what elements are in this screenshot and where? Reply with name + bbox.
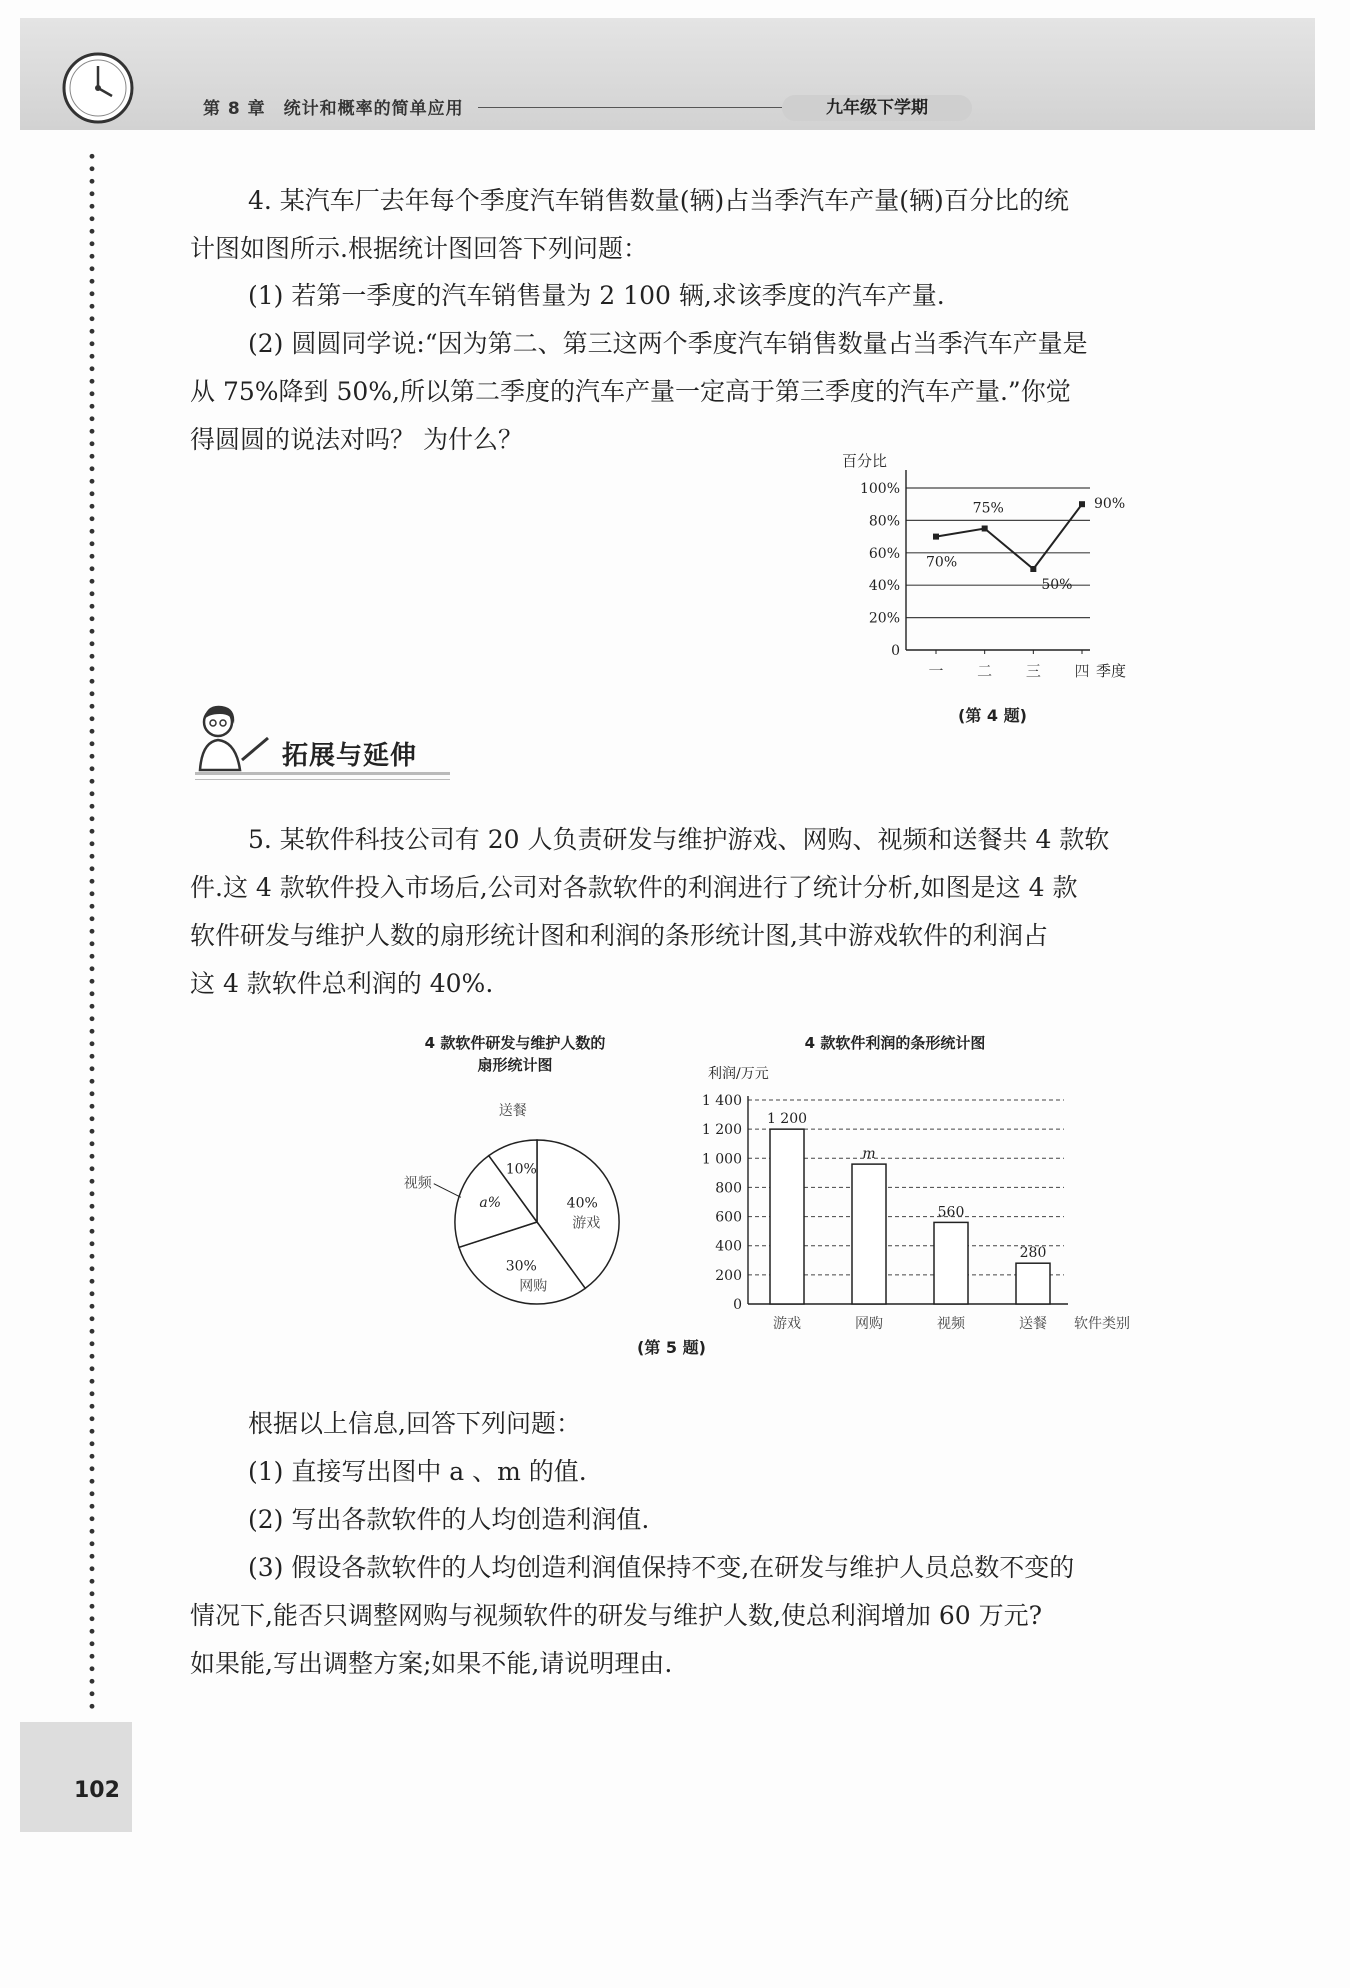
pie-percent-label: 30% bbox=[505, 1258, 537, 1275]
line-chart bbox=[830, 440, 1160, 685]
problem5-line4: 这 4 款软件总利润的 40%. bbox=[190, 969, 494, 998]
bar bbox=[1016, 1263, 1050, 1304]
problem4-line1: 4. 某汽车厂去年每个季度汽车销售数量(辆)占当季汽车产量(辆)百分比的统 bbox=[248, 186, 1069, 215]
bar-title: 4 款软件利润的条形统计图 bbox=[804, 1034, 986, 1052]
x-tick-label: 游戏 bbox=[773, 1316, 801, 1332]
problem4-q1: (1) 若第一季度的汽车销售量为 2 100 辆,求该季度的汽车产量. bbox=[248, 281, 945, 310]
x-tick-label: 网购 bbox=[855, 1316, 883, 1332]
problem4-text bbox=[190, 177, 1175, 273]
x-tick-label: 四 bbox=[1074, 662, 1090, 680]
page-number-tab bbox=[20, 1722, 132, 1832]
bar-value-label: m bbox=[862, 1146, 876, 1163]
y-tick-label: 20% bbox=[868, 610, 900, 627]
y-tick-label: 1 000 bbox=[701, 1151, 742, 1168]
problem5-q3-line2: 情况下,能否只调整网购与视频软件的研发与维护人数,使总利润增加 60 万元? bbox=[190, 1601, 1043, 1630]
y-tick-label: 60% bbox=[868, 545, 900, 562]
pie-category-label: 网购 bbox=[519, 1278, 548, 1295]
problem5-q2: (2) 写出各款软件的人均创造利润值. bbox=[248, 1505, 650, 1534]
data-label: 70% bbox=[926, 554, 958, 571]
y-tick-label: 200 bbox=[715, 1267, 742, 1284]
data-point bbox=[933, 534, 939, 540]
data-point bbox=[1079, 501, 1085, 507]
y-tick-label: 0 bbox=[891, 643, 900, 659]
y-tick-label: 100% bbox=[859, 481, 900, 497]
x-axis-label: 季度 bbox=[1096, 662, 1127, 680]
bar bbox=[934, 1222, 968, 1304]
pie-category-label: 游戏 bbox=[572, 1215, 601, 1232]
data-point bbox=[1030, 566, 1036, 572]
problem5-caption: (第 5 题) bbox=[637, 1338, 706, 1357]
chapter-number: 第 8 章 bbox=[203, 99, 266, 119]
chapter-heading bbox=[203, 94, 464, 119]
problem5-q3-line1: (3) 假设各款软件的人均创造利润值保持不变,在研发与维护人员总数不变的 bbox=[248, 1553, 1075, 1582]
y-tick-label: 600 bbox=[715, 1209, 742, 1226]
pie-title-line1: 4 款软件研发与维护人数的 bbox=[424, 1034, 606, 1052]
grade-tab: 九年级下学期 bbox=[782, 95, 972, 121]
pie-category-label: 视频 bbox=[403, 1175, 432, 1192]
problem4-line2: 计图如图所示.根据统计图回答下列问题： bbox=[190, 234, 648, 263]
problem5-line3: 软件研发与维护人数的扇形统计图和利润的条形统计图,其中游戏软件的利润占 bbox=[190, 921, 1048, 950]
bar-chart bbox=[700, 1032, 1160, 1342]
y-tick-label: 800 bbox=[715, 1180, 742, 1197]
pie-category-label: 送餐 bbox=[498, 1102, 527, 1119]
bar-value-label: 560 bbox=[937, 1204, 965, 1221]
y-tick-label: 400 bbox=[715, 1238, 742, 1255]
problem4-q2-line3: 得圆圆的说法对吗？ 为什么？ bbox=[190, 425, 523, 454]
bar-value-label: 280 bbox=[1019, 1245, 1047, 1262]
bar-value-label: 1 200 bbox=[766, 1111, 808, 1128]
y-tick-label: 1 200 bbox=[701, 1122, 742, 1139]
series-line bbox=[936, 504, 1082, 569]
pie-leader-line bbox=[434, 1184, 461, 1198]
pie-chart bbox=[395, 1032, 645, 1312]
problem5-intro: 根据以上信息,回答下列问题： bbox=[248, 1409, 581, 1438]
x-tick-label: 一 bbox=[928, 662, 944, 680]
chapter-title: 统计和概率的简单应用 bbox=[283, 99, 464, 119]
data-point bbox=[982, 526, 988, 532]
problem4-caption: (第 4 题) bbox=[958, 706, 1027, 725]
x-tick-label: 二 bbox=[977, 662, 993, 680]
pie-percent-label: 40% bbox=[566, 1195, 598, 1212]
pie-title-line2: 扇形统计图 bbox=[477, 1056, 553, 1074]
problem5-q3-line3: 如果能,写出调整方案;如果不能,请说明理由. bbox=[190, 1649, 673, 1678]
problem5-text bbox=[190, 816, 1175, 1008]
y-axis-label: 利润/万元 bbox=[708, 1066, 769, 1082]
pie-percent-label: 10% bbox=[505, 1161, 537, 1178]
y-tick-label: 40% bbox=[868, 578, 900, 595]
extension-title: 拓展与延伸 bbox=[282, 741, 418, 771]
problem5-line2: 件.这 4 款软件投入市场后,公司对各款软件的利润进行了统计分析,如图是这 4 款 bbox=[190, 873, 1078, 902]
x-axis-label: 软件类别 bbox=[1074, 1316, 1130, 1332]
clock-icon bbox=[60, 50, 136, 126]
page-number: 102 bbox=[74, 1778, 120, 1803]
y-tick-label: 0 bbox=[733, 1297, 742, 1313]
x-tick-label: 视频 bbox=[937, 1316, 965, 1332]
problem5-q1: (1) 直接写出图中 a 、m 的值. bbox=[248, 1457, 587, 1486]
y-tick-label: 80% bbox=[868, 513, 900, 530]
problem5-q3 bbox=[190, 1544, 1175, 1688]
data-label: 75% bbox=[972, 500, 1004, 517]
extension-underline-thin bbox=[195, 779, 450, 780]
header-divider bbox=[478, 107, 782, 108]
x-tick-label: 三 bbox=[1025, 662, 1041, 680]
problem4-q2-line2: 从 75%降到 50%,所以第二季度的汽车产量一定高于第三季度的汽车产量.”你觉 bbox=[190, 377, 1071, 406]
problem4-q2-line1: (2) 圆圆同学说:“因为第二、第三这两个季度汽车销售数量占当季汽车产量是 bbox=[248, 329, 1088, 358]
bar bbox=[852, 1164, 886, 1304]
pie-percent-label: a% bbox=[479, 1194, 502, 1211]
extension-underline bbox=[195, 772, 450, 775]
y-tick-label: 1 400 bbox=[701, 1093, 742, 1109]
x-tick-label: 送餐 bbox=[1019, 1316, 1047, 1332]
dotted-margin bbox=[89, 150, 95, 1710]
teacher-icon bbox=[192, 702, 272, 774]
data-label: 50% bbox=[1041, 577, 1073, 593]
y-axis-label: 百分比 bbox=[842, 452, 888, 470]
data-label: 90% bbox=[1094, 496, 1126, 513]
problem5-line1: 5. 某软件科技公司有 20 人负责研发与维护游戏、网购、视频和送餐共 4 款软 bbox=[248, 825, 1110, 854]
bar bbox=[770, 1129, 804, 1304]
